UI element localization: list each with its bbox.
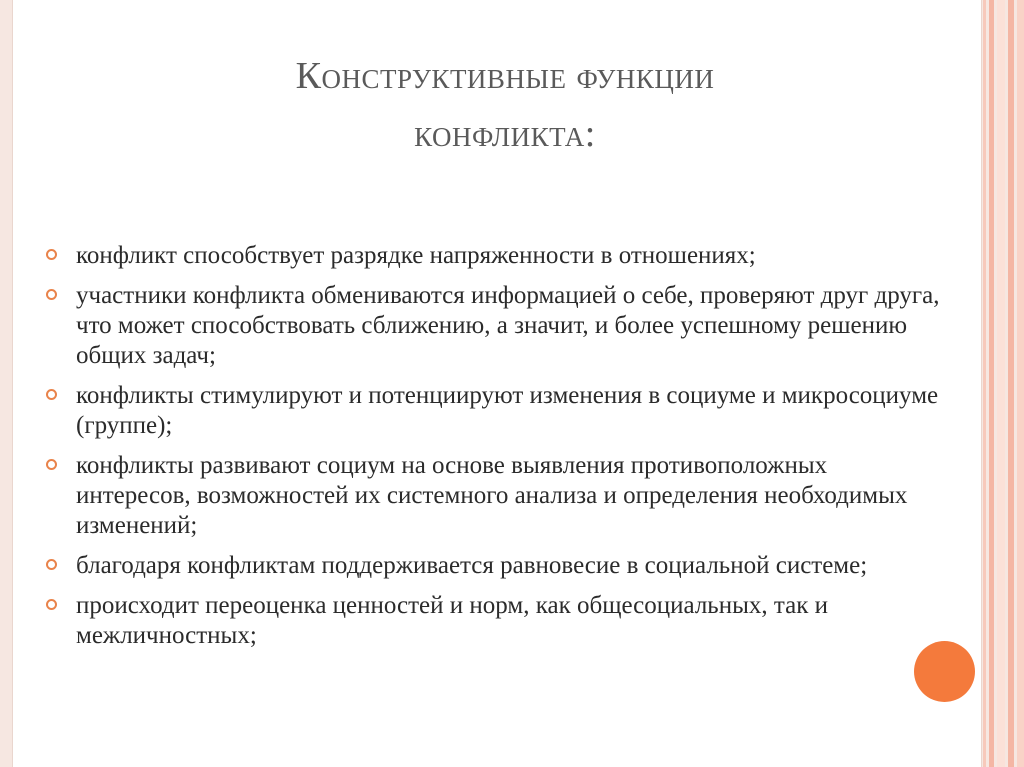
bullet-item	[45, 381, 945, 441]
bullet-ring-icon	[46, 249, 57, 260]
accent-circle-icon	[914, 641, 975, 702]
bullet-list	[45, 241, 945, 661]
bullet-item	[45, 551, 945, 581]
bullet-text: участники конфликта обмениваются информацией о себе, проверяют друг друга, что может способствовать сближению, а значит, и более успешному решению общих задач;	[76, 282, 940, 369]
bullet-text: конфликт способствует разрядке напряженности в отношениях;	[76, 242, 756, 269]
bullet-item	[45, 281, 945, 371]
decorative-stripe-2	[989, 0, 994, 767]
bullet-ring-icon	[46, 289, 57, 300]
bullet-ring-icon	[46, 599, 57, 610]
bullet-ring-icon	[46, 389, 57, 400]
bullet-text: конфликты развивают социум на основе выявления противоположных интересов, возможностей их системного анализа и определения необходимых изменений;	[76, 452, 908, 539]
bullet-text: конфликты стимулируют и потенциируют изменения в социуме и микросоциуме (группе);	[76, 382, 939, 439]
bullet-item	[45, 451, 945, 541]
slide-title-line-1: Конструктивные функции	[295, 55, 715, 97]
decorative-stripe-5	[1017, 0, 1024, 767]
bullet-text: благодаря конфликтам поддерживается равновесие в социальной системе;	[76, 552, 868, 579]
slide-title	[205, 47, 805, 163]
decorative-stripe-4	[1008, 0, 1014, 767]
bullet-ring-icon	[46, 559, 57, 570]
bullet-item	[45, 241, 945, 271]
bullet-item	[45, 591, 945, 651]
slide-title-line-2: конфликта:	[414, 113, 596, 155]
bullet-ring-icon	[46, 459, 57, 470]
decorative-stripe-1	[983, 0, 986, 767]
bullet-text: происходит переоценка ценностей и норм, как общесоциальных, так и межличностных;	[76, 592, 828, 649]
decorative-stripe-3	[997, 0, 1005, 767]
